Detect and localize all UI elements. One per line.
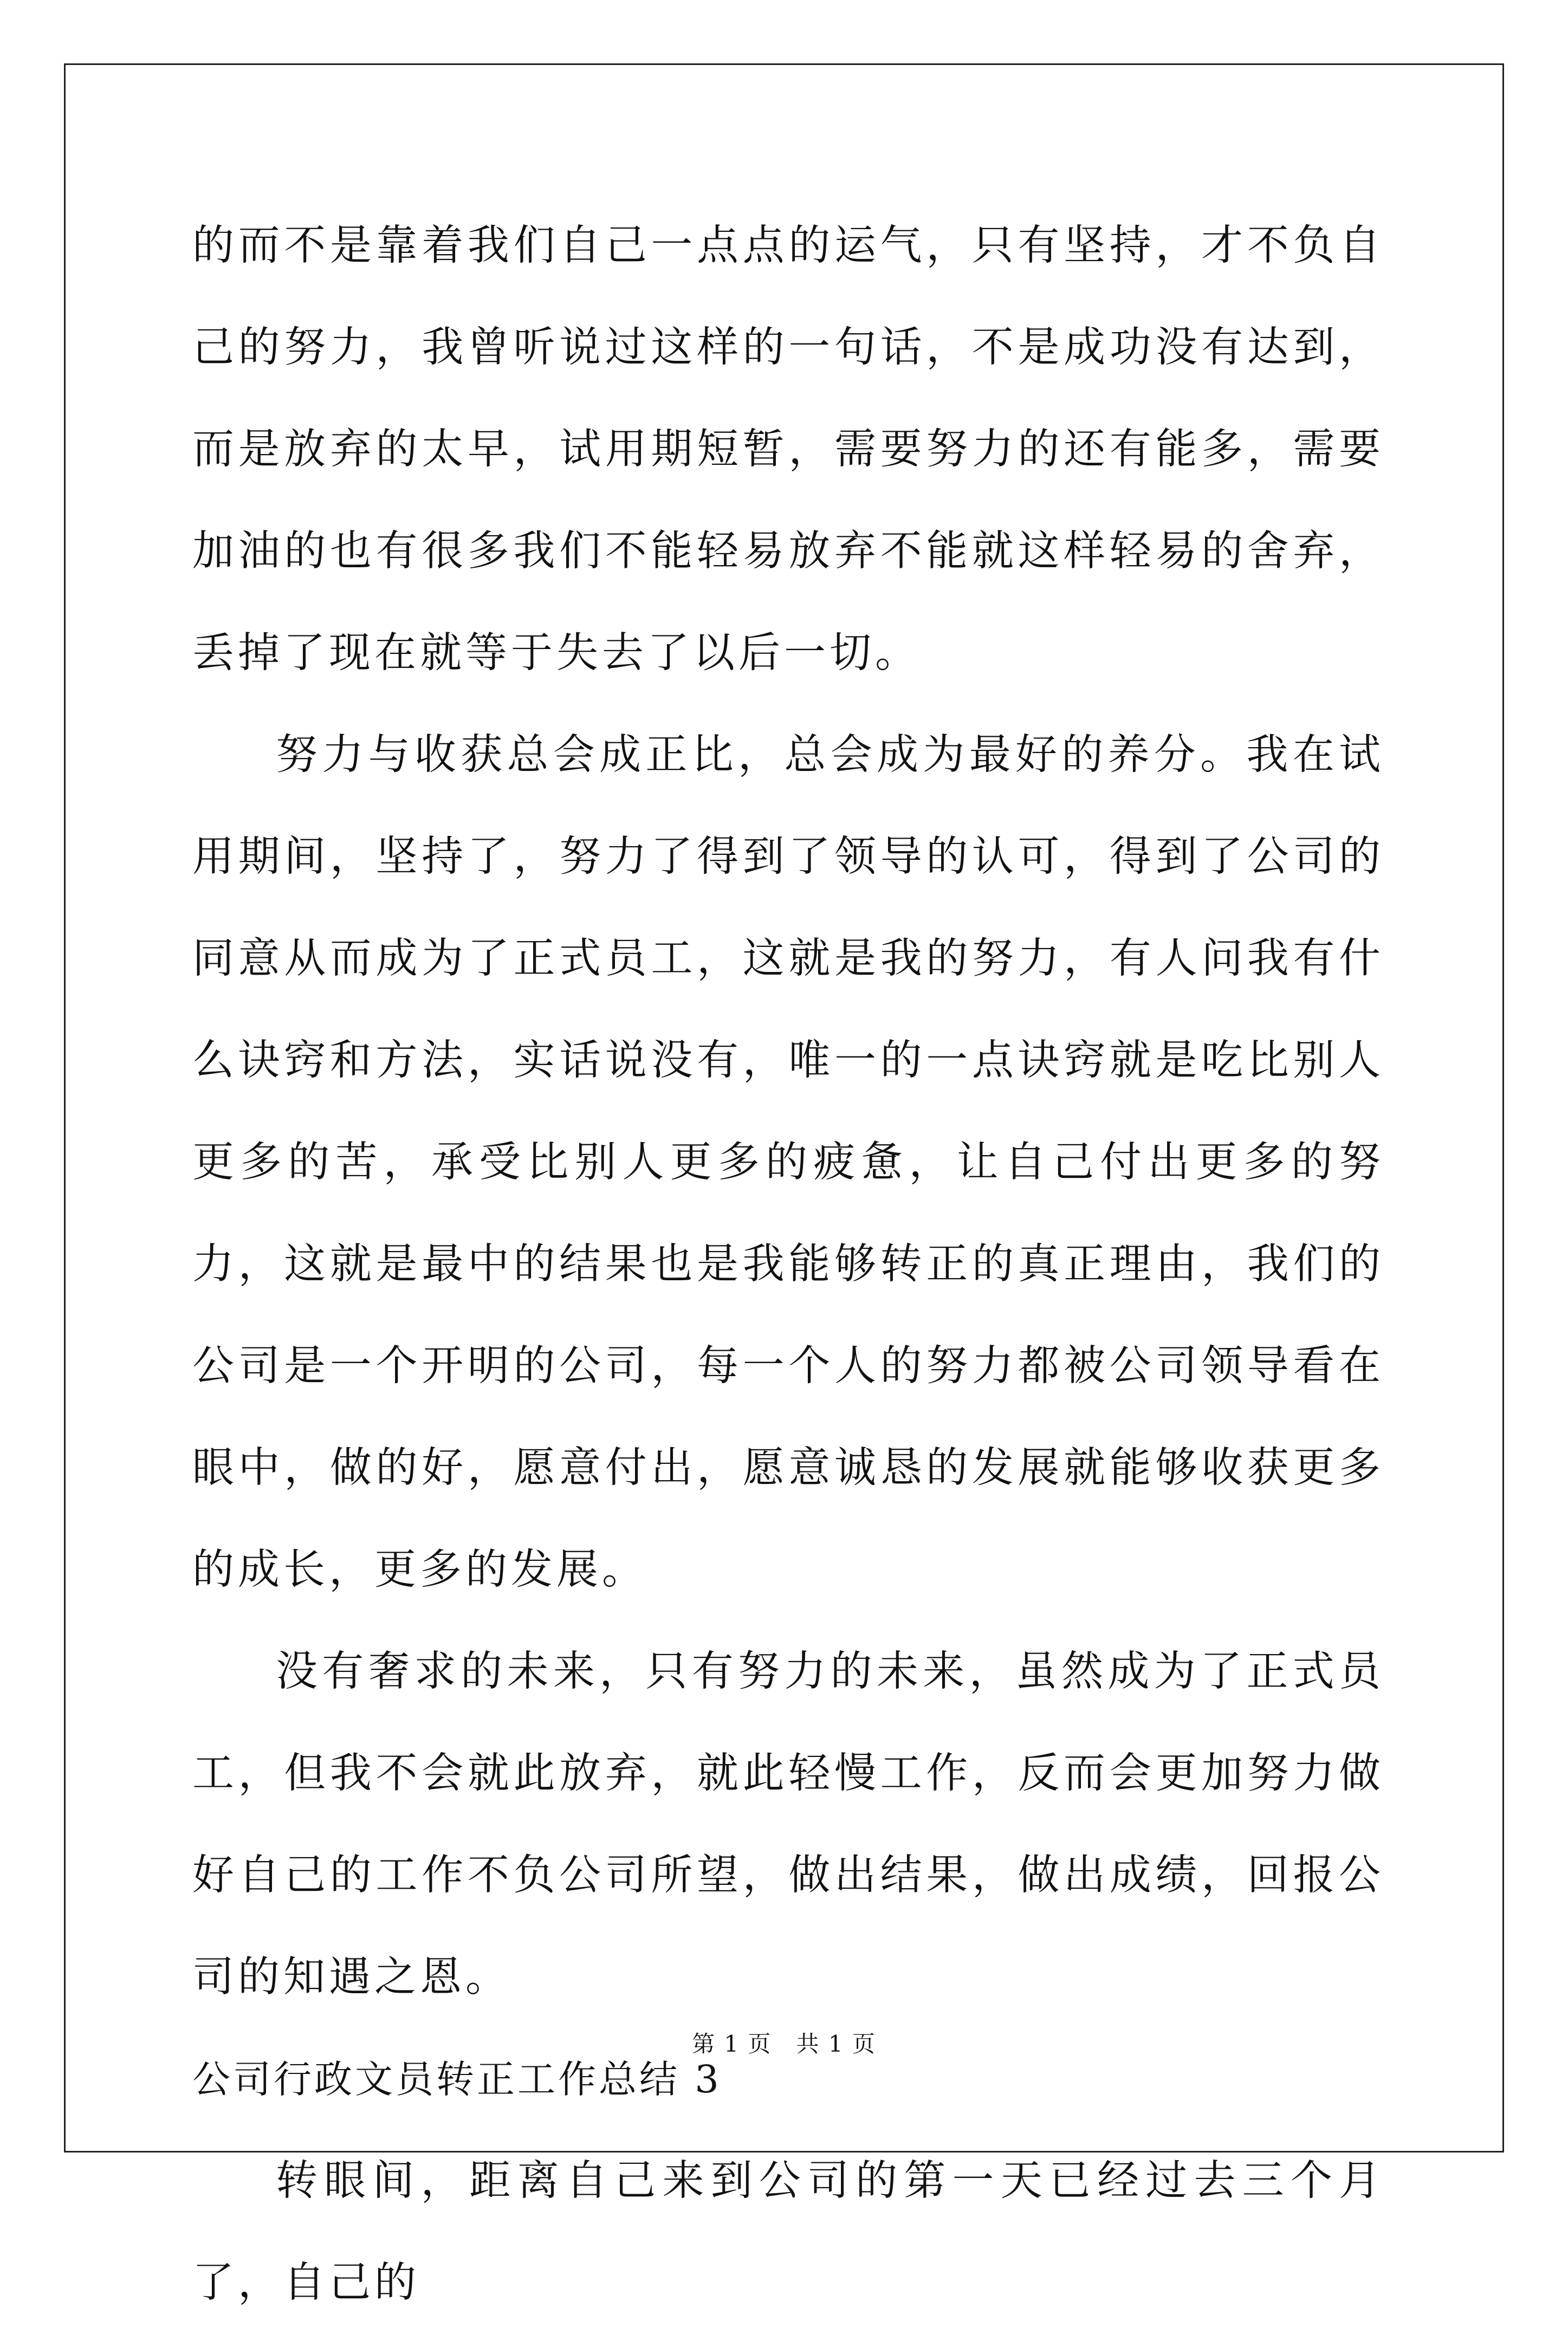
paragraph-4: 转眼间，距离自己来到公司的第一天已经过去三个月了，自己的 xyxy=(192,2157,1384,2307)
page-total: 共 1 页 xyxy=(796,2031,876,2057)
paragraph-1: 的而不是靠着我们自己一点点的运气，只有坚持，才不负自己的努力，我曾听说过这样的一句话，不是成功没有达到，而是放弃的太早，试用期短暂，需要努力的还有能多，需要加油的也有很多我们不能轻易放弃不能就这样轻易的舍弃，丢掉了现在就等于失去了以后一切。 xyxy=(192,222,1384,677)
paragraph-3: 没有奢求的未来，只有努力的未来，虽然成为了正式员工，但我不会就此放弃，就此轻慢工作，反而会更加努力做好自己的工作不负公司所望，做出结果，做出成绩，回报公司的知遇之恩。 xyxy=(192,1648,1384,2001)
section-heading: 公司行政文员转正工作总结 3 xyxy=(192,2057,722,2102)
paragraph-2: 努力与收获总会成正比，总会成为最好的养分。我在试用期间，坚持了，努力了得到了领导的认可，得到了公司的同意从而成为了正式员工，这就是我的努力，有人问我有什么诀窍和方法，实话说没有，唯一的一点诀窍就是吃比别人更多的苦，承受比别人更多的疲惫，让自己付出更多的努力，这就是最中的结果也是我能够转正的真正理由，我们的公司是一个开明的公司，每一个人的努力都被公司领导看在眼中，做的好，愿意付出，愿意诚恳的发展就能够收获更多的成长，更多的发展。 xyxy=(192,731,1384,1594)
page-number: 第 1 页 xyxy=(692,2031,772,2057)
page-footer xyxy=(0,2026,1568,2059)
document-body xyxy=(192,195,1384,2334)
